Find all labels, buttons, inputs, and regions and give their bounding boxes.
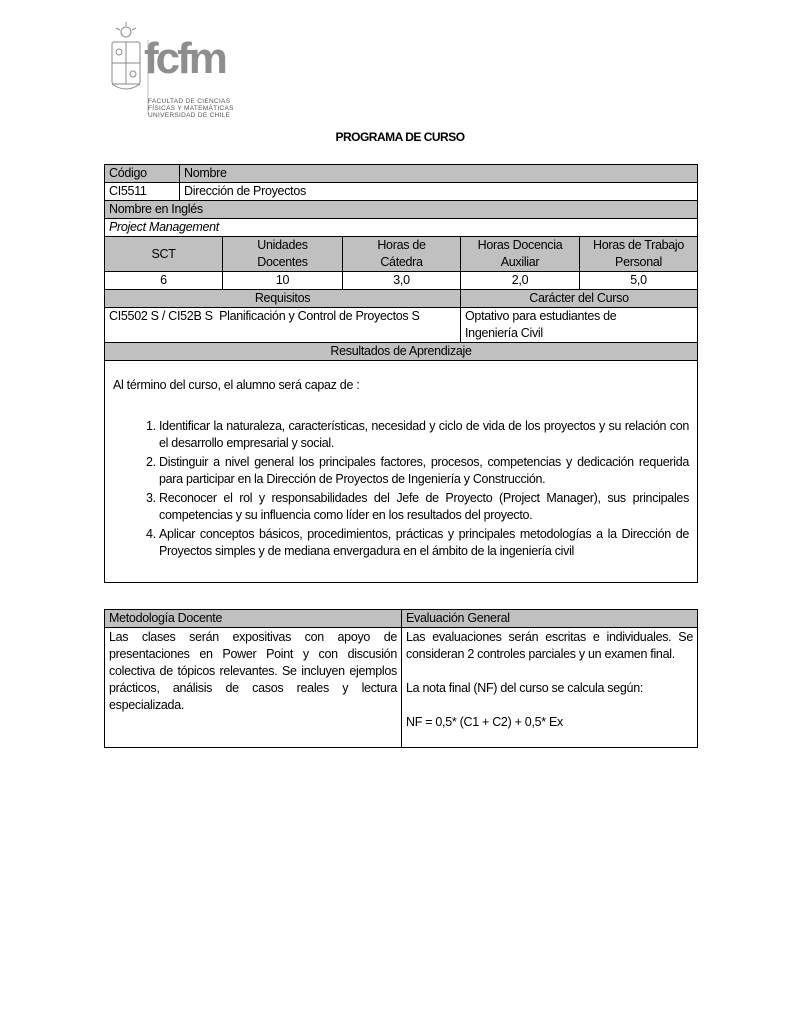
aux-hours-label: Horas Docencia Auxiliar (461, 237, 580, 272)
table-row (105, 183, 698, 201)
table-row (105, 165, 698, 183)
requisites-label: Requisitos (105, 290, 461, 308)
units-value: 10 (223, 272, 343, 290)
evaluation-paragraph: Las evaluaciones serán escritas e individuales. Se consideran 2 controles parciales y un examen final. (406, 630, 693, 661)
character-value: Optativo para estudiantes de Ingeniería Civil (461, 308, 698, 343)
english-name-label: Nombre en Inglés (105, 201, 698, 219)
name-label: Nombre (180, 165, 698, 183)
course-info-table (104, 164, 698, 583)
fcfm-wordmark: fcfm (144, 34, 225, 83)
aux-hours-value: 2,0 (461, 272, 580, 290)
evaluation-label: Evaluación General (402, 610, 698, 628)
sct-value: 6 (105, 272, 223, 290)
table-row (105, 610, 698, 628)
list-item: 2. Distinguir a nivel general los principales factores, procesos, competencias y dedicación requerida para participar en la Dirección de Proyectos de Ingeniería y Construcción. (159, 454, 689, 488)
lecture-hours-value: 3,0 (343, 272, 461, 290)
table-row (105, 272, 698, 290)
table-row (105, 219, 698, 237)
course-name: Dirección de Proyectos (180, 183, 698, 201)
english-name: Project Management (105, 219, 698, 237)
evaluation-formula-intro: La nota final (NF) del curso se calcula según: (406, 681, 644, 695)
evaluation-formula: NF = 0,5* (C1 + C2) + 0,5* Ex (406, 715, 563, 729)
sct-label: SCT (105, 237, 223, 272)
code-label: Código (105, 165, 180, 183)
table-row (105, 237, 698, 272)
list-item: 3. Reconocer el rol y responsabilidades del Jefe de Proyecto (Project Manager), sus principales competencias y su influencia como líder en los resultados del proyecto. (159, 490, 689, 524)
methodology-evaluation-table (104, 609, 698, 748)
fcfm-logo (108, 22, 238, 122)
list-item: 1. Identificar la naturaleza, características, necesidad y ciclo de vida de los proyectos y su relación con el desarrollo empresarial y social. (159, 418, 689, 452)
lecture-hours-label: Horas de Cátedra (343, 237, 461, 272)
methodology-text: Las clases serán expositivas con apoyo de presentaciones en Power Point y con discusión colectiva de tópicos relevantes. Se incluyen ejemplos prácticos, análisis de casos reales y lectura especializada. (105, 628, 402, 748)
faculty-name: FACULTAD DE CIENCIAS FÍSICAS Y MATEMÁTICAS UNIVERSIDAD DE CHILE (148, 98, 234, 119)
character-label: Carácter del Curso (461, 290, 698, 308)
table-row (105, 343, 698, 361)
evaluation-text (402, 628, 698, 748)
table-row (105, 290, 698, 308)
units-label: Unidades Docentes (223, 237, 343, 272)
table-row (105, 361, 698, 583)
list-item: 4. Aplicar conceptos básicos, procedimientos, prácticas y principales metodologías a la Dirección de Proyectos simples y de mediana envergadura en el ámbito de la ingeniería civil (159, 526, 689, 560)
page-title: PROGRAMA DE CURSO (335, 130, 465, 144)
methodology-label: Metodología Docente (105, 610, 402, 628)
course-code: CI5511 (105, 183, 180, 201)
table-row (105, 201, 698, 219)
table-row (105, 628, 698, 748)
personal-hours-label: Horas de Trabajo Personal (580, 237, 698, 272)
outcomes-content (105, 361, 698, 583)
outcomes-list (113, 418, 689, 560)
table-row (105, 308, 698, 343)
outcomes-label: Resultados de Aprendizaje (105, 343, 698, 361)
outcomes-intro: Al término del curso, el alumno será capaz de : (113, 378, 360, 392)
personal-hours-value: 5,0 (580, 272, 698, 290)
requisites-value: CI5502 S / CI52B S Planificación y Control de Proyectos S (105, 308, 461, 343)
